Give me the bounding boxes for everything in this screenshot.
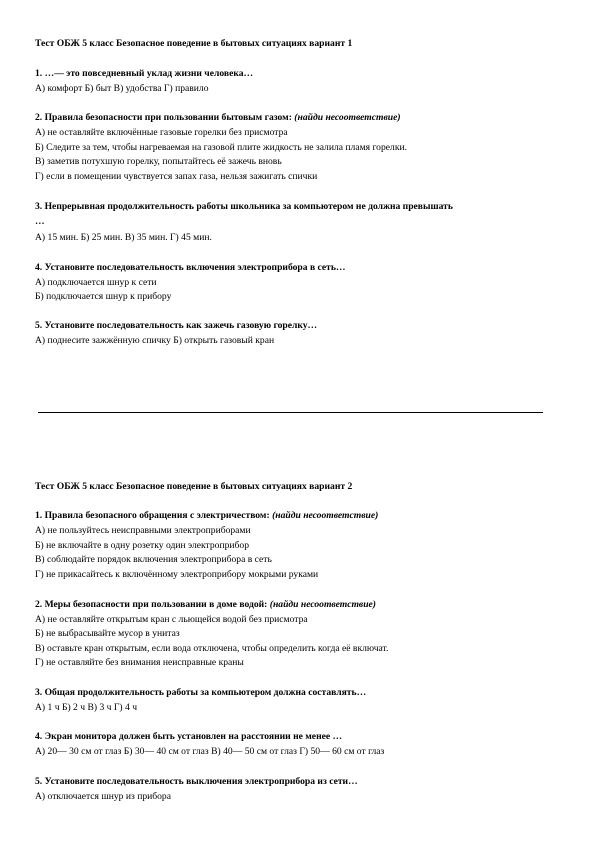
v2-q5-text: 5. Установите последовательность выключения электроприбора из сети… [35, 776, 358, 787]
v2-q3-answers: А) 1 ч Б) 2 ч В) 3 ч Г) 4 ч [35, 702, 138, 713]
v2-q1-hint: (найди несоответствие) [272, 510, 379, 521]
variant2-title: Тест ОБЖ 5 класс Безопасное поведение в бытовых ситуациях вариант 2 [35, 481, 353, 492]
v1-q2-option: Г) если в помещении чувствуется запах газа, нельзя зажигать спички [35, 171, 318, 182]
v1-q4-option: А) подключается шнур к сети [35, 277, 157, 288]
v1-q2-option: В) заметив потухшую горелку, попытайтесь её зажечь вновь [35, 156, 282, 167]
v1-q3-text: 3. Непрерывная продолжительность работы школьника за компьютером не должна превышать [35, 201, 453, 212]
v1-q1-text: 1. …— это повседневный уклад жизни человека… [35, 68, 254, 79]
v1-q5-text: 5. Установите последовательность как зажечь газовую горелку… [35, 320, 318, 331]
v2-q2-text: 2. Меры безопасности при пользовании в доме водой: [35, 599, 270, 610]
v2-q2-option: Б) не выбрасывайте мусор в унитаз [35, 628, 180, 639]
v2-q2-hint: (найди несоответствие) [269, 599, 376, 610]
v1-q4-option: Б) подключается шнур к прибору [35, 291, 172, 302]
v1-q1-answers: А) комфорт Б) быт В) удобства Г) правило [35, 83, 209, 94]
v1-q2-option: А) не оставляйте включённые газовые горелки без присмотра [35, 127, 288, 138]
v2-q1-option: Г) не прикасайтесь к включённому электроприбору мокрыми руками [35, 569, 319, 580]
v2-q2-option: Г) не оставляйте без внимания неисправные краны [35, 657, 244, 668]
v2-q1-line [35, 510, 378, 522]
v1-q2-text: 2. Правила безопасности при пользовании бытовым газом: [35, 112, 295, 123]
v2-q2-option: А) не оставляйте открытым кран с льющейся водой без присмотра [35, 614, 308, 625]
v2-q2-line [35, 599, 376, 611]
v2-q5-answers: А) отключается шнур из прибора [35, 791, 171, 802]
v1-q2-hint: (найди несоответствие) [294, 112, 401, 123]
variant1-title: Тест ОБЖ 5 класс Безопасное поведение в бытовых ситуациях вариант 1 [35, 38, 353, 49]
v2-q4-answers: А) 20— 30 см от глаз Б) 30— 40 см от глаз В) 40— 50 см от глаз Г) 50— 60 см от глаз [35, 746, 385, 757]
v2-q1-text: 1. Правила безопасного обращения с электричеством: [35, 510, 273, 521]
section-divider [38, 412, 543, 413]
v1-q4-text: 4. Установите последовательность включения электроприбора в сеть… [35, 262, 346, 273]
v2-q1-option: Б) не включайте в одну розетку один электроприбор [35, 540, 249, 551]
v2-q3-text: 3. Общая продолжительность работы за компьютером должна составлять… [35, 687, 367, 698]
v2-q4-text: 4. Экран монитора должен быть установлен на расстоянии не менее … [35, 731, 343, 742]
v1-q5-answers: А) поднесите зажжённую спичку Б) открыть газовый кран [35, 335, 275, 346]
v1-q3-answers: А) 15 мин. Б) 25 мин. В) 35 мин. Г) 45 мин. [35, 232, 212, 243]
v2-q2-option: В) оставьте кран открытым, если вода отключена, чтобы определить когда её включат. [35, 643, 389, 654]
v1-q2-line [35, 112, 401, 124]
v2-q1-option: А) не пользуйтесь неисправными электроприборами [35, 525, 251, 536]
v1-q3-cont: … [35, 216, 45, 227]
v2-q1-option: В) соблюдайте порядок включения электроприбора в сеть [35, 554, 272, 565]
v1-q2-option: Б) Следите за тем, чтобы нагреваемая на газовой плите жидкость не залила пламя горелки. [35, 142, 408, 153]
